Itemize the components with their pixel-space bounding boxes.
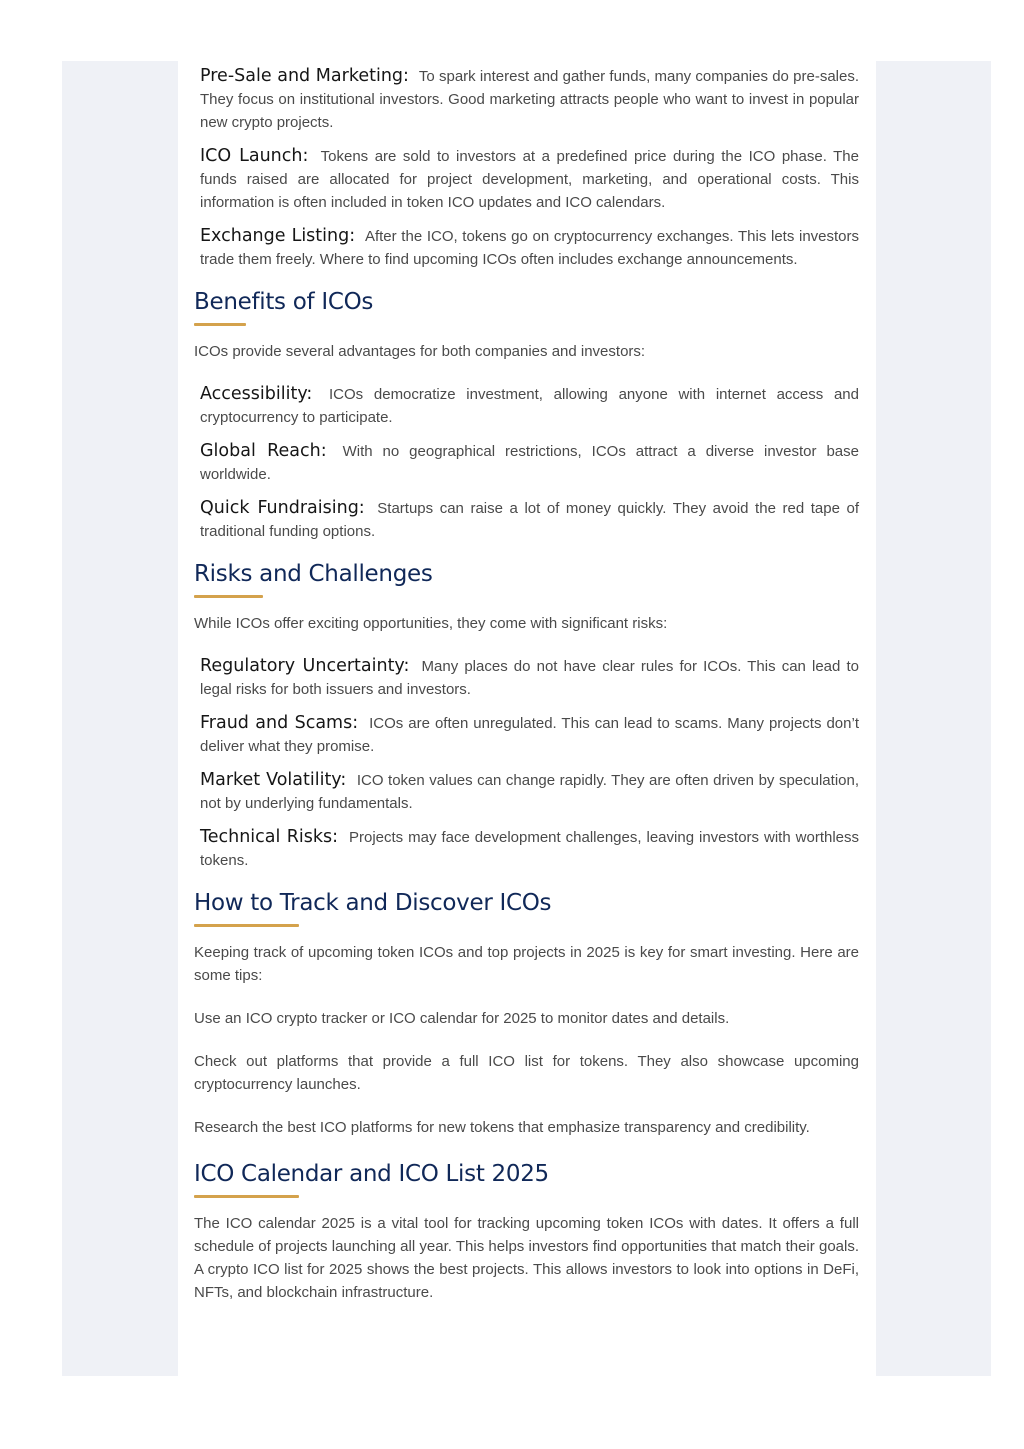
paragraph: Research the best ICO platforms for new tokens that emphasize transparency and credibility. [194, 1119, 810, 1136]
item-term: Global Reach: [200, 441, 327, 461]
left-margin-panel [62, 61, 178, 1376]
list-item-technical [200, 826, 859, 872]
item-term: Market Volatility: [200, 770, 347, 790]
list-item-ico-launch [200, 145, 859, 214]
article-content [194, 65, 859, 1324]
item-term: Technical Risks: [200, 827, 339, 847]
section-heading-track: How to Track and Discover ICOs [194, 890, 552, 916]
item-term: Accessibility: [200, 384, 313, 404]
item-text: ICOs democratize investment, allowing anyone with internet access and cryptocurrency to participate. [200, 386, 859, 426]
item-term: Exchange Listing: [200, 226, 356, 246]
item-text: With no geographical restrictions, ICOs attract a diverse investor base worldwide. [200, 443, 859, 483]
list-item-pre-sale [200, 65, 859, 134]
item-text: ICOs are often unregulated. This can lead to scams. Many projects don’t deliver what they promise. [200, 715, 859, 755]
item-term: Regulatory Uncertainty: [200, 656, 410, 676]
paragraph: Keeping track of upcoming token ICOs and top projects in 2025 is key for smart investing. Here are some tips: [194, 944, 859, 984]
item-term: ICO Launch: [200, 146, 309, 166]
heading-underline [194, 1195, 299, 1198]
right-margin-panel [876, 61, 991, 1376]
item-text: Startups can raise a lot of money quickly. They avoid the red tape of traditional funding options. [200, 500, 859, 540]
heading-underline [194, 924, 299, 927]
section-intro: While ICOs offer exciting opportunities, they come with significant risks: [194, 615, 668, 632]
item-text: To spark interest and gather funds, many companies do pre-sales. They focus on institutional investors. Good marketing attracts people who want to invest in popular new crypto projects. [200, 68, 859, 131]
item-text: After the ICO, tokens go on cryptocurrency exchanges. This lets investors trade them freely. Where to find upcoming ICOs often includes exchange announcements. [200, 228, 860, 268]
item-term: Pre-Sale and Marketing: [200, 66, 409, 86]
item-text: Tokens are sold to investors at a predefined price during the ICO phase. The funds raised are allocated for project development, marketing, and operational costs. This information is often included in token ICO updates and ICO calendars. [200, 148, 859, 211]
list-item-quick-fundraising [200, 497, 859, 543]
list-item-global-reach [200, 440, 859, 486]
section-heading-risks: Risks and Challenges [194, 561, 433, 587]
heading-underline [194, 595, 263, 598]
heading-underline [194, 323, 246, 326]
item-term: Quick Fundraising: [200, 498, 365, 518]
list-item-regulatory [200, 655, 859, 701]
section-heading-calendar: ICO Calendar and ICO List 2025 [194, 1161, 549, 1187]
section-intro: ICOs provide several advantages for both companies and investors: [194, 343, 646, 360]
paragraph: Use an ICO crypto tracker or ICO calendar for 2025 to monitor dates and details. [194, 1010, 730, 1027]
list-item-volatility [200, 769, 859, 815]
item-text: ICO token values can change rapidly. They are often driven by speculation, not by underlying fundamentals. [200, 772, 859, 812]
section-heading-benefits: Benefits of ICOs [194, 289, 374, 315]
item-term: Fraud and Scams: [200, 713, 359, 733]
list-item-fraud [200, 712, 859, 758]
paragraph: The ICO calendar 2025 is a vital tool for tracking upcoming token ICOs with dates. It offers a full schedule of projects launching all year. This helps investors find opportunities that match their goals. A crypto ICO list for 2025 shows the best projects. This allows investors to look into options in DeFi, NFTs, and blockchain infrastructure. [194, 1215, 859, 1301]
paragraph: Check out platforms that provide a full ICO list for tokens. They also showcase upcoming cryptocurrency launches. [194, 1053, 859, 1093]
item-text: Many places do not have clear rules for ICOs. This can lead to legal risks for both issuers and investors. [200, 658, 859, 698]
list-item-exchange-listing [200, 225, 859, 271]
list-item-accessibility [200, 383, 859, 429]
item-text: Projects may face development challenges, leaving investors with worthless tokens. [200, 829, 860, 869]
